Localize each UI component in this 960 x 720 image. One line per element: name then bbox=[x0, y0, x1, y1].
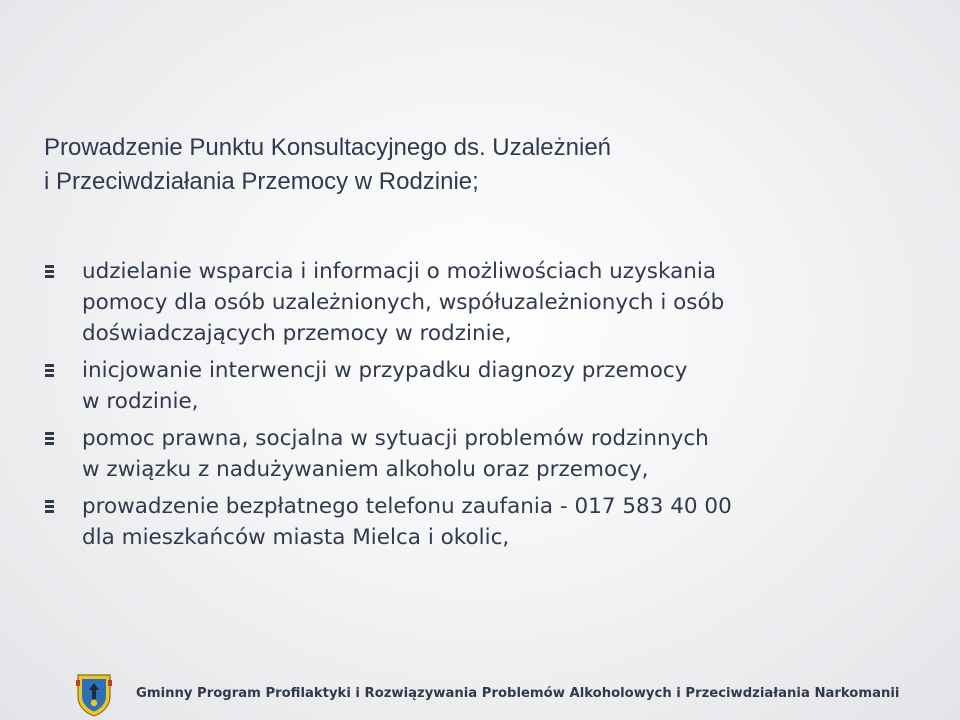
bullet-list bbox=[44, 256, 924, 559]
bullet-line: w rodzinie, bbox=[82, 389, 199, 414]
bullet-text bbox=[82, 491, 924, 553]
square-bullet-icon bbox=[45, 432, 54, 445]
bullet-item-legal-aid bbox=[44, 423, 924, 485]
bullet-item-support bbox=[44, 256, 924, 349]
square-bullet-icon bbox=[45, 500, 54, 513]
bullet-line: inicjowanie interwencji w przypadku diagnozy przemocy bbox=[82, 358, 688, 383]
slide-heading bbox=[44, 131, 924, 199]
bullet-line: prowadzenie bezpłatnego telefonu zaufania - 017 583 40 00 bbox=[82, 494, 732, 519]
bullet-line: w związku z nadużywaniem alkoholu oraz przemocy, bbox=[82, 457, 649, 482]
bullet-item-helpline bbox=[44, 491, 924, 553]
bullet-item-intervention bbox=[44, 355, 924, 417]
bullet-line: pomoc prawna, socjalna w sytuacji problemów rodzinnych bbox=[82, 426, 709, 451]
bullet-text bbox=[82, 256, 924, 349]
bullet-text bbox=[82, 423, 924, 485]
bullet-line: doświadczających przemocy w rodzinie, bbox=[82, 321, 512, 346]
heading-line-2: i Przeciwdziałania Przemocy w Rodzinie; bbox=[44, 168, 479, 195]
footer-program-name: Gminny Program Profilaktyki i Rozwiązywania Problemów Alkoholowych i Przeciwdziałania Narkomanii bbox=[136, 686, 900, 701]
bullet-text bbox=[82, 355, 924, 417]
bullet-line: udzielanie wsparcia i informacji o możliwościach uzyskania bbox=[82, 259, 717, 284]
slide-footer bbox=[0, 668, 960, 720]
coat-of-arms-icon bbox=[74, 672, 114, 718]
bullet-line: dla mieszkańców miasta Mielca i okolic, bbox=[82, 525, 510, 550]
bullet-line: pomocy dla osób uzależnionych, współuzależnionych i osób bbox=[82, 290, 725, 315]
heading-line-1: Prowadzenie Punktu Konsultacyjnego ds. Uzależnień bbox=[44, 134, 612, 161]
square-bullet-icon bbox=[45, 265, 54, 278]
square-bullet-icon bbox=[45, 364, 54, 377]
